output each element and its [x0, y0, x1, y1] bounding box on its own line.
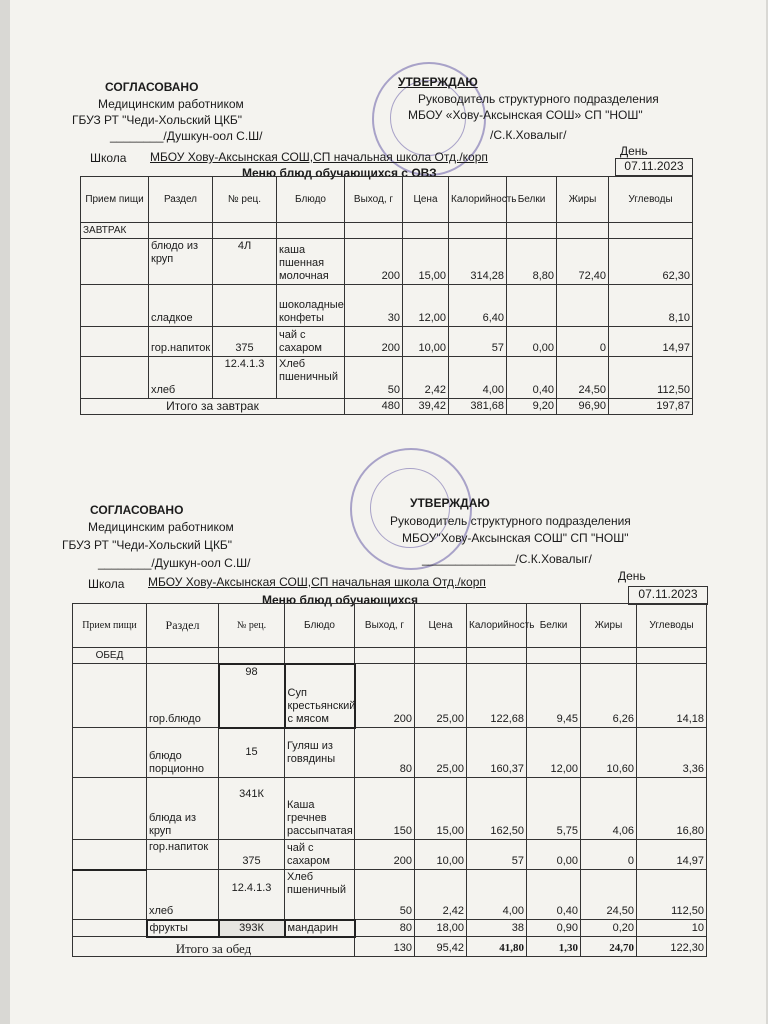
menu-date: 07.11.2023	[615, 158, 693, 176]
row-carbs: 62,30	[609, 239, 693, 285]
row-price: 12,00	[403, 285, 449, 327]
row-dish: Гуляш из говядины	[285, 728, 355, 778]
col-output-header: Выход, г	[345, 177, 403, 223]
day-label: День	[620, 144, 648, 158]
table-row	[73, 840, 707, 870]
meal-row	[73, 648, 707, 664]
row-carbs: 14,18	[637, 664, 707, 728]
medic-label: Медицинским работником	[88, 520, 234, 534]
row-section: фрукты	[147, 920, 219, 937]
menu-title: Меню блюд обучающихся	[262, 593, 418, 607]
total-output: 130	[355, 937, 415, 957]
row-recipe: 12.4.1.3	[219, 870, 285, 920]
row-carbs: 14,97	[637, 840, 707, 870]
row-dish: чай с сахаром	[277, 327, 345, 357]
row-price: 10,00	[415, 840, 467, 870]
row-price: 2,42	[403, 357, 449, 399]
row-fat: 24,50	[557, 357, 609, 399]
row-kcal: 314,28	[449, 239, 507, 285]
row-section: блюдо из круп	[149, 239, 213, 285]
approved-label: УТВЕРЖДАЮ	[398, 75, 478, 89]
col-dish-header: Блюдо	[285, 604, 355, 648]
total-row	[81, 399, 693, 415]
school-label: Школа	[90, 151, 127, 165]
row-fat	[557, 285, 609, 327]
school-name: МБОУ Хову-Аксынская СОШ,СП начальная школа Отд./корп	[148, 575, 486, 589]
row-kcal: 4,00	[449, 357, 507, 399]
total-protein: 9,20	[507, 399, 557, 415]
table-row	[73, 664, 707, 728]
row-kcal: 38	[467, 920, 527, 937]
row-price: 25,00	[415, 728, 467, 778]
meal-name: ОБЕД	[73, 648, 147, 664]
meal-name: ЗАВТРАК	[81, 223, 149, 239]
total-label: Итого за обед	[73, 937, 355, 957]
row-section: гор.блюдо	[147, 664, 219, 728]
row-recipe: 375	[213, 327, 277, 357]
row-dish: Каша гречнев рассыпчатая	[285, 778, 355, 840]
col-meal-header: Прием пищи	[81, 177, 149, 223]
row-fat: 0,20	[581, 920, 637, 937]
row-protein	[507, 285, 557, 327]
row-section: хлеб	[149, 357, 213, 399]
row-fat: 6,26	[581, 664, 637, 728]
row-fat: 10,60	[581, 728, 637, 778]
col-meal-header: Прием пищи	[73, 604, 147, 648]
col-recipe-header: № рец.	[219, 604, 285, 648]
gbuz-label: ГБУЗ РТ "Чеди-Хольский ЦКБ"	[62, 538, 233, 552]
head-title: Руководитель структурного подразделения	[418, 92, 659, 106]
row-dish: мандарин	[285, 920, 355, 937]
total-carbs: 197,87	[609, 399, 693, 415]
row-recipe: 15	[219, 728, 285, 778]
row-carbs: 112,50	[637, 870, 707, 920]
row-section: блюда из круп	[147, 778, 219, 840]
row-price: 15,00	[415, 778, 467, 840]
row-recipe: 393К	[219, 920, 285, 937]
table-row	[73, 728, 707, 778]
row-protein: 12,00	[527, 728, 581, 778]
row-recipe: 375	[219, 840, 285, 870]
org-name: МБОУ «Хову-Аксынская СОШ» СП "НОШ"	[408, 108, 643, 122]
col-kcal-header: Калорийность	[449, 177, 507, 223]
row-fat: 24,50	[581, 870, 637, 920]
total-label: Итого за завтрак	[81, 399, 345, 415]
row-output: 80	[355, 728, 415, 778]
table-row	[81, 285, 693, 327]
total-carbs: 122,30	[637, 937, 707, 957]
col-output-header: Выход, г	[355, 604, 415, 648]
col-fat-header: Жиры	[581, 604, 637, 648]
total-fat: 96,90	[557, 399, 609, 415]
row-output: 150	[355, 778, 415, 840]
row-recipe: 4Л	[213, 239, 277, 285]
row-carbs: 14,97	[609, 327, 693, 357]
row-kcal: 57	[449, 327, 507, 357]
col-section-header: Раздел	[147, 604, 219, 648]
row-output: 200	[355, 664, 415, 728]
medic-label: Медицинским работником	[98, 97, 244, 111]
row-protein: 5,75	[527, 778, 581, 840]
total-output: 480	[345, 399, 403, 415]
row-price: 15,00	[403, 239, 449, 285]
row-dish: Хлеб пшеничный	[285, 870, 355, 920]
row-section: гор.напиток	[147, 840, 219, 870]
day-label: День	[618, 569, 646, 583]
row-protein: 8,80	[507, 239, 557, 285]
menu-date: 07.11.2023	[628, 586, 708, 605]
total-kcal: 381,68	[449, 399, 507, 415]
col-protein-header: Белки	[507, 177, 557, 223]
school-name: МБОУ Хову-Аксынская СОШ,СП начальная школа Отд./корп	[150, 150, 488, 164]
agreed-label: СОГЛАСОВАНО	[90, 503, 184, 517]
total-price: 39,42	[403, 399, 449, 415]
col-protein-header: Белки	[527, 604, 581, 648]
approved-label: УТВЕРЖДАЮ	[410, 496, 490, 510]
row-section: блюдо порционно	[147, 728, 219, 778]
row-carbs: 10	[637, 920, 707, 937]
row-protein: 9,45	[527, 664, 581, 728]
row-output: 200	[345, 327, 403, 357]
row-output: 50	[355, 870, 415, 920]
row-kcal: 160,37	[467, 728, 527, 778]
col-price-header: Цена	[415, 604, 467, 648]
col-carbs-header: Углеводы	[609, 177, 693, 223]
row-kcal: 57	[467, 840, 527, 870]
org-name: МБОУ"Хову-Аксынская СОШ" СП "НОШ"	[402, 531, 629, 545]
gbuz-label: ГБУЗ РТ "Чеди-Хольский ЦКБ"	[72, 113, 243, 127]
row-fat: 4,06	[581, 778, 637, 840]
row-price: 25,00	[415, 664, 467, 728]
medic-signature-line: ________/Душкун-оол С.Ш/	[110, 129, 263, 143]
row-output: 200	[355, 840, 415, 870]
row-recipe: 12.4.1.3	[213, 357, 277, 399]
head-title: Руководитель структурного подразделения	[390, 514, 631, 528]
menu-table-breakfast	[80, 176, 693, 415]
total-fat: 24,70	[581, 937, 637, 957]
row-carbs: 3,36	[637, 728, 707, 778]
menu-table-lunch	[72, 603, 707, 957]
row-protein: 0,00	[507, 327, 557, 357]
total-kcal: 41,80	[467, 937, 527, 957]
row-section: гор.напиток	[149, 327, 213, 357]
row-price: 10,00	[403, 327, 449, 357]
row-price: 2,42	[415, 870, 467, 920]
col-section-header: Раздел	[149, 177, 213, 223]
head-signature: /С.К.Ховалыг/	[490, 128, 567, 142]
meal-row	[81, 223, 693, 239]
agreed-label: СОГЛАСОВАНО	[105, 80, 199, 94]
row-dish: каша пшенная молочная	[277, 239, 345, 285]
table-row	[81, 327, 693, 357]
row-dish: Хлеб пшеничный	[277, 357, 345, 399]
col-carbs-header: Углеводы	[637, 604, 707, 648]
row-kcal: 6,40	[449, 285, 507, 327]
row-recipe: 341К	[219, 778, 285, 840]
table-row	[81, 239, 693, 285]
table-header-row	[73, 604, 707, 648]
row-dish: чай с сахаром	[285, 840, 355, 870]
total-row	[73, 937, 707, 957]
total-price: 95,42	[415, 937, 467, 957]
row-section: хлеб	[147, 870, 219, 920]
row-kcal: 4,00	[467, 870, 527, 920]
row-dish: Суп крестьянский с мясом	[285, 664, 355, 728]
row-kcal: 122,68	[467, 664, 527, 728]
total-protein: 1,30	[527, 937, 581, 957]
row-output: 200	[345, 239, 403, 285]
row-output: 30	[345, 285, 403, 327]
row-protein: 0,90	[527, 920, 581, 937]
row-section: сладкое	[149, 285, 213, 327]
col-dish-header: Блюдо	[277, 177, 345, 223]
row-carbs: 8,10	[609, 285, 693, 327]
row-carbs: 112,50	[609, 357, 693, 399]
row-dish: шоколадные конфеты	[277, 285, 345, 327]
row-price: 18,00	[415, 920, 467, 937]
head-signature: ______________/С.К.Ховалыг/	[422, 552, 592, 566]
row-output: 80	[355, 920, 415, 937]
row-output: 50	[345, 357, 403, 399]
table-row	[73, 778, 707, 840]
row-carbs: 16,80	[637, 778, 707, 840]
row-protein: 0,40	[507, 357, 557, 399]
col-price-header: Цена	[403, 177, 449, 223]
table-row	[73, 920, 707, 937]
menu-title: Меню блюд обучающихся с ОВЗ	[242, 166, 437, 180]
medic-signature-line: ________/Душкун-оол С.Ш/	[98, 556, 251, 570]
row-kcal: 162,50	[467, 778, 527, 840]
row-fat: 0	[557, 327, 609, 357]
row-fat: 0	[581, 840, 637, 870]
col-kcal-header: Калорийность	[467, 604, 527, 648]
document-sheet	[10, 0, 766, 1024]
row-protein: 0,00	[527, 840, 581, 870]
table-row	[73, 870, 707, 920]
col-fat-header: Жиры	[557, 177, 609, 223]
row-protein: 0,40	[527, 870, 581, 920]
row-fat: 72,40	[557, 239, 609, 285]
row-recipe: 98	[219, 664, 285, 728]
col-recipe-header: № рец.	[213, 177, 277, 223]
school-label: Школа	[88, 577, 125, 591]
row-recipe	[213, 285, 277, 327]
table-row	[81, 357, 693, 399]
table-header-row	[81, 177, 693, 223]
